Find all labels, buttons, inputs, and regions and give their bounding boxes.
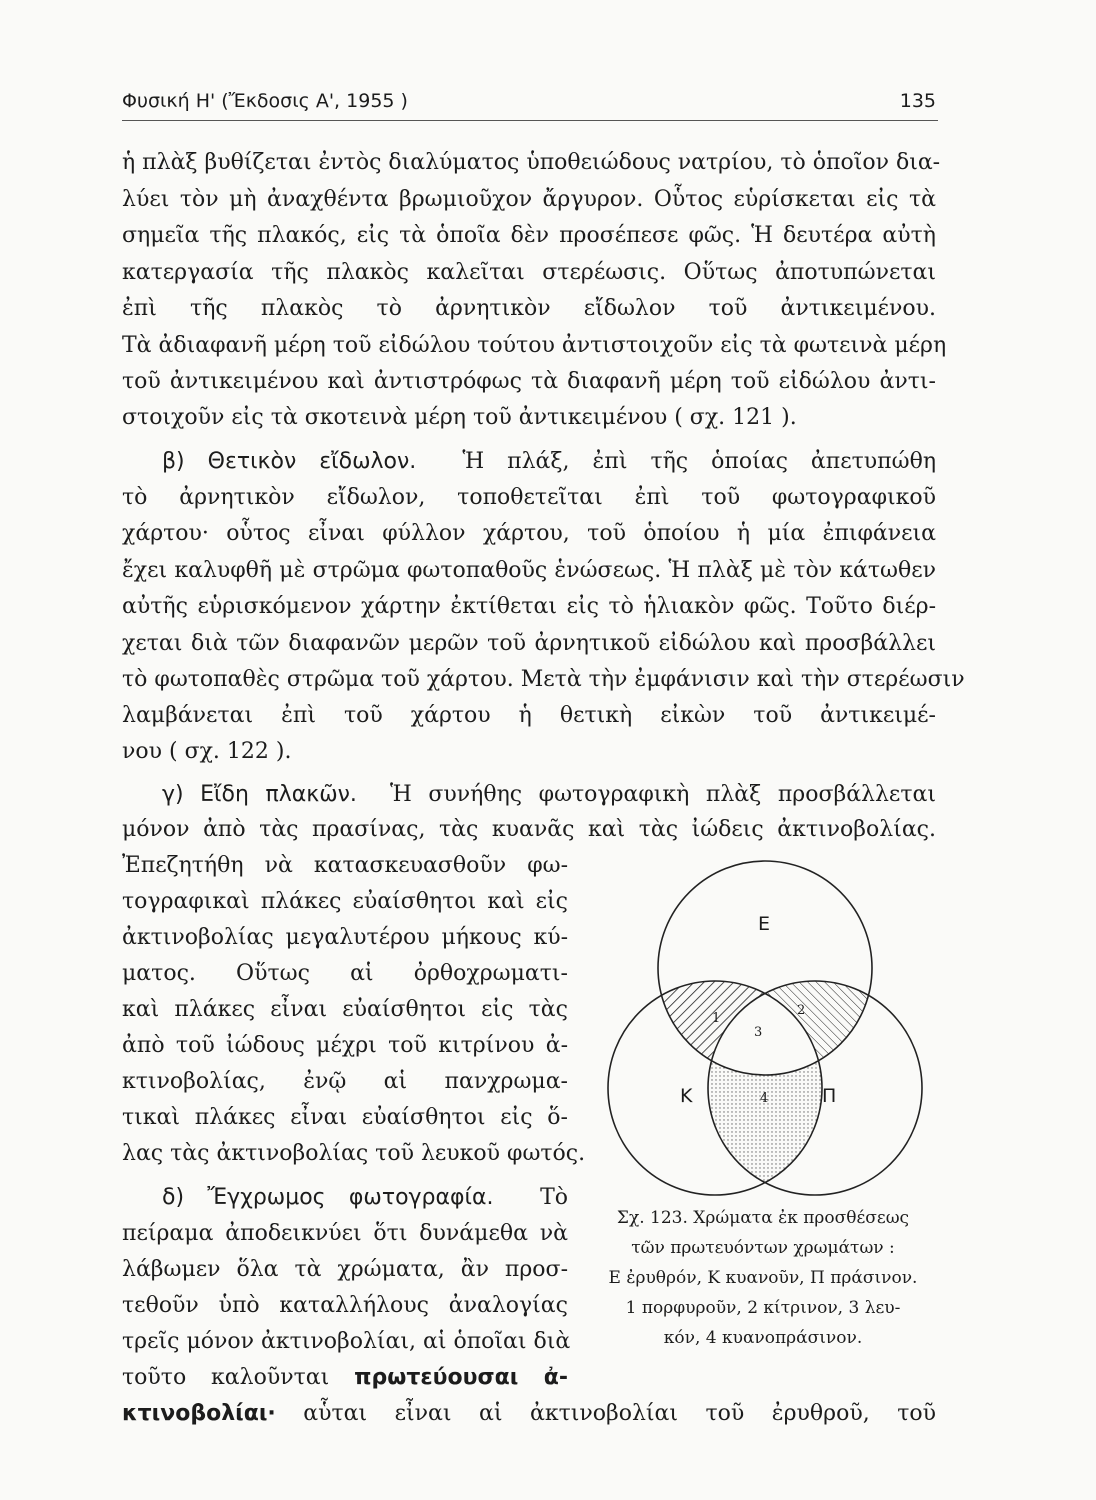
text-line: σημεῖα τῆς πλακός, εἰς τὰ ὁποῖα δὲν προσέπεσε φῶς. Ἡ δευτέρα αὐτὴ — [122, 223, 936, 248]
figure-caption-line: Ε ἐρυθρόν, Κ κυανοῦν, Π πράσινον. — [608, 1268, 918, 1288]
text-run: τοῦτο καλοῦνται — [122, 1365, 330, 1390]
figure-caption-line: 1 πορφυροῦν, 2 κίτρινον, 3 λευ- — [625, 1298, 901, 1318]
label-green: Π — [822, 1085, 837, 1107]
text-line: χεται διὰ τῶν διαφανῶν μερῶν τοῦ ἀρνητικοῦ εἰδώλου καὶ προσβάλλει — [122, 631, 936, 656]
text-run: Ἡ συνήθης φωτογραφικὴ πλὰξ προσβάλλεται — [390, 782, 936, 807]
color-mixing-diagram — [590, 858, 930, 1198]
text-line: Τὰ ἀδιαφανῆ μέρη τοῦ εἰδώλου τούτου ἀντιστοιχοῦν εἰς τὰ φωτεινὰ μέρη — [122, 333, 947, 358]
emphasis-primary-radiations-end: κτινοβολίαι· — [122, 1401, 276, 1426]
section-heading-beta: β) Θετικὸν εἴδωλον. — [162, 449, 417, 474]
section-delta-first-line — [162, 1183, 568, 1213]
label-region-2: 2 — [797, 1003, 806, 1018]
text-line: κτινοβολίας, ἐνῷ αἱ πανχρωμα- — [122, 1069, 568, 1094]
text-line: ματος. Οὕτως αἱ ὀρθοχρωματι- — [122, 961, 568, 986]
text-line: πείραμα ἀποδεικνύει ὅτι δυνάμεθα νὰ — [122, 1221, 568, 1246]
text-line: τογραφικαὶ πλάκες εὐαίσθητοι καὶ εἰς — [122, 889, 568, 914]
text-line: ἐπὶ τῆς πλακὸς τὸ ἀρνητικὸν εἴδωλον τοῦ ἀντικειμένου. — [122, 296, 936, 321]
text-run: Τὸ — [540, 1185, 568, 1210]
page-number: 135 — [899, 90, 936, 112]
section-gamma-first-line — [162, 780, 936, 810]
text-line: λύει τὸν μὴ ἀναχθέντα βρωμιοῦχον ἄργυρον. Οὗτος εὑρίσκεται εἰς τὰ — [122, 187, 936, 212]
text-line — [122, 1363, 568, 1393]
text-line: χάρτου· οὗτος εἶναι φύλλον χάρτου, τοῦ ὁποίου ἡ μία ἐπιφάνεια — [122, 521, 936, 546]
text-line: ἔχει καλυφθῆ μὲ στρῶμα φωτοπαθοῦς ἑνώσεως. Ἡ πλὰξ μὲ τὸν κάτωθεν — [122, 558, 936, 583]
emphasis-primary-radiations: πρωτεύουσαι ἀ- — [354, 1365, 568, 1390]
label-region-3: 3 — [754, 1025, 763, 1040]
text-line: αὐτῆς εὑρισκόμενον χάρτην ἐκτίθεται εἰς τὸ ἡλιακὸν φῶς. Τοῦτο διέρ- — [122, 594, 936, 619]
text-line: Ἐπεζητήθη νὰ κατασκευασθοῦν φω- — [122, 853, 568, 878]
figure-caption-line: Σχ. 123. Χρώματα ἐκ προσθέσεως — [616, 1208, 910, 1228]
figure-caption-line: κόν, 4 κυανοπράσινον. — [663, 1328, 863, 1348]
text-line: τρεῖς μόνον ἀκτινοβολίαι, αἱ ὁποῖαι διὰ — [122, 1329, 571, 1354]
text-line: στοιχοῦν εἰς τὰ σκοτεινὰ μέρη τοῦ ἀντικειμένου ( σχ. 121 ). — [122, 405, 797, 430]
text-line: ἀκτινοβολίας μεγαλυτέρου μήκους κύ- — [122, 925, 568, 950]
text-line: λάβωμεν ὅλα τὰ χρώματα, ἂν προσ- — [122, 1257, 568, 1282]
label-blue: Κ — [680, 1085, 693, 1107]
text-line: νου ( σχ. 122 ). — [122, 739, 292, 764]
book-title: Φυσική Η' (Ἔκδοσις Α', 1955 ) — [122, 90, 408, 112]
text-line: τοῦ ἀντικειμένου καὶ ἀντιστρόφως τὰ διαφανῆ μέρη τοῦ εἰδώλου ἀντι- — [122, 369, 936, 394]
text-line: τὸ ἀρνητικὸν εἴδωλον, τοποθετεῖται ἐπὶ τοῦ φωτογραφικοῦ — [122, 485, 936, 510]
text-line: λαμβάνεται ἐπὶ τοῦ χάρτου ἡ θετικὴ εἰκὼν τοῦ ἀντικειμέ- — [122, 703, 936, 728]
text-line: κατεργασία τῆς πλακὸς καλεῖται στερέωσις. Οὕτως ἀποτυπώνεται — [122, 260, 936, 285]
text-line: λας τὰς ἀκτινοβολίας τοῦ λευκοῦ φωτός. — [122, 1141, 586, 1166]
text-line: ἡ πλὰξ βυθίζεται ἐντὸς διαλύματος ὑποθειώδους νατρίου, τὸ ὁποῖον δια- — [122, 150, 941, 175]
text-line: μόνον ἀπὸ τὰς πρασίνας, τὰς κυανᾶς καὶ τὰς ἰώδεις ἀκτινοβολίας. — [122, 817, 936, 842]
text-run: αὗται εἶναι αἱ ἀκτινοβολίαι τοῦ ἐρυθροῦ, τοῦ — [303, 1401, 936, 1426]
text-line: ἀπὸ τοῦ ἰώδους μέχρι τοῦ κιτρίνου ἀ- — [122, 1033, 568, 1058]
text-line: τεθοῦν ὑπὸ καταλλήλους ἀναλογίας — [122, 1293, 568, 1318]
text-line: τὸ φωτοπαθὲς στρῶμα τοῦ χάρτου. Μετὰ τὴν ἐμφάνισιν καὶ τὴν στερέωσιν — [122, 667, 965, 692]
label-region-1: 1 — [712, 1011, 721, 1026]
text-line: τικαὶ πλάκες εἶναι εὐαίσθητοι εἰς ὅ- — [122, 1105, 568, 1130]
section-heading-delta: δ) Ἔγχρωμος φωτογραφία. — [162, 1185, 494, 1210]
section-beta-first-line — [162, 447, 936, 477]
figure-caption-line: τῶν πρωτευόντων χρωμάτων : — [631, 1238, 895, 1258]
section-heading-gamma: γ) Εἴδη πλακῶν. — [162, 782, 357, 807]
label-region-4: 4 — [760, 1091, 769, 1106]
text-run: Ἡ πλάξ, ἐπὶ τῆς ὁποίας ἀπετυπώθη — [462, 449, 937, 474]
running-header — [122, 84, 938, 121]
label-red: Ε — [758, 913, 771, 935]
text-line — [122, 1399, 936, 1429]
text-line: καὶ πλάκες εἶναι εὐαίσθητοι εἰς τὰς — [122, 997, 568, 1022]
